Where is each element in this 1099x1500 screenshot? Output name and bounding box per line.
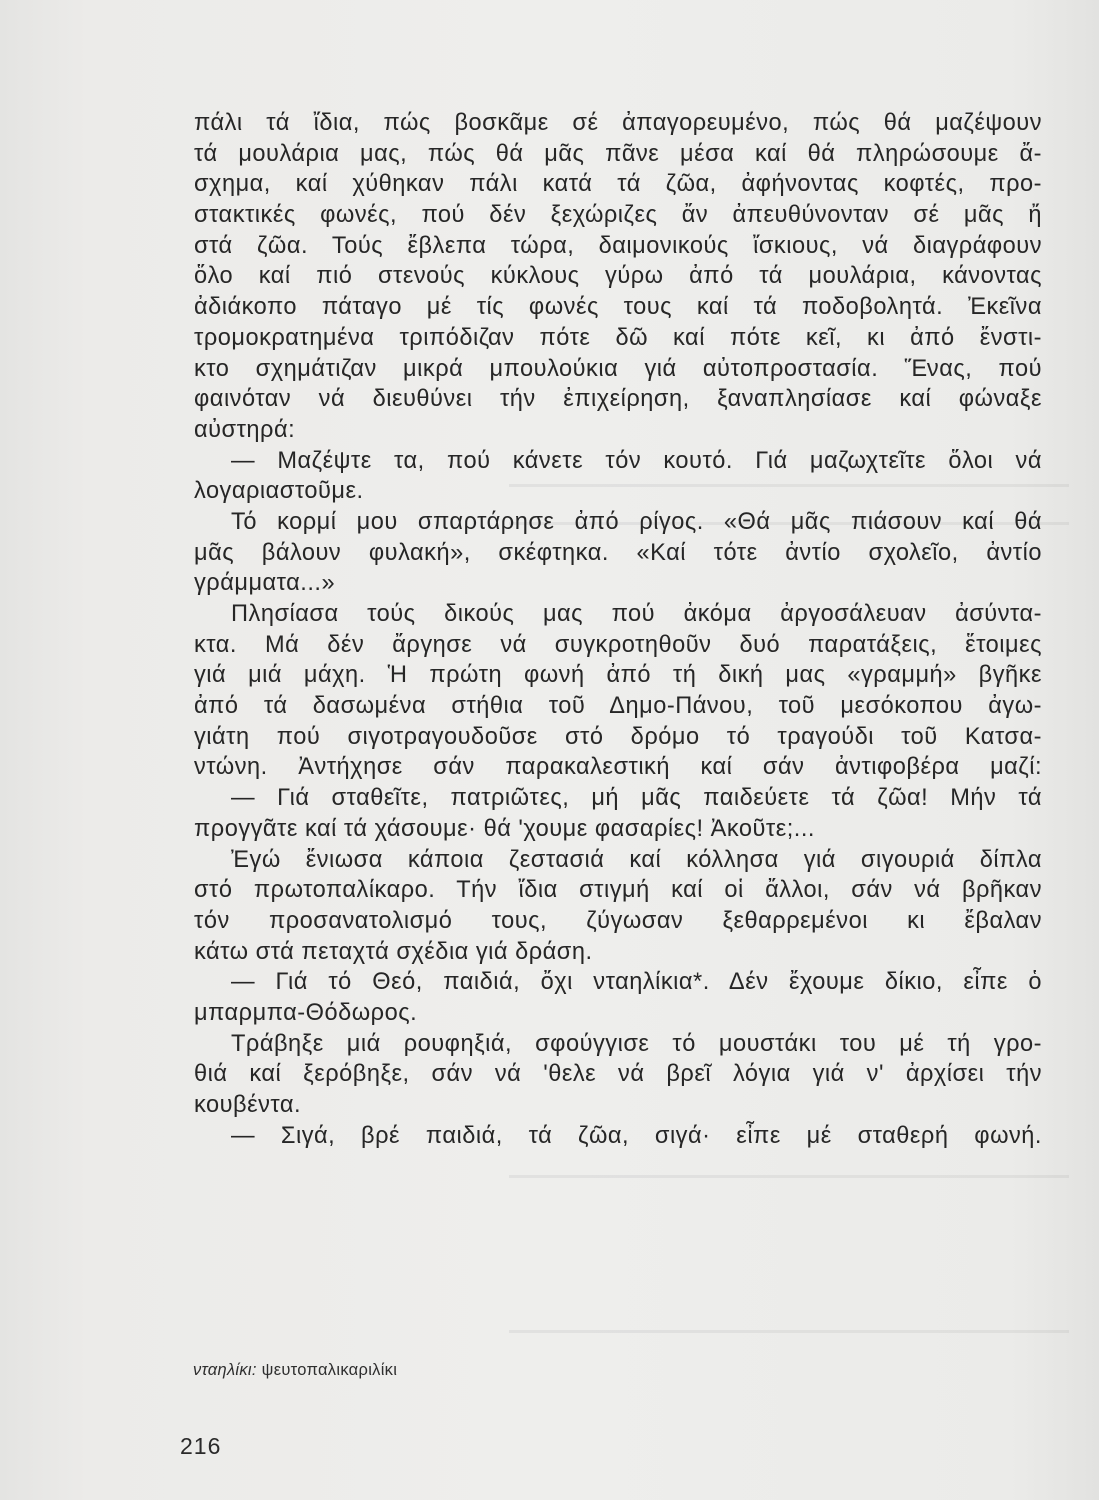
text-line: στό πρωτοπαλίκαρο. Τήν ἴδια στιγμή καί οἱ ἄλλοι, σάν νά βρῆκαν <box>194 877 1042 904</box>
text-line: τρομοκρατημένα τριπόδιζαν πότε δῶ καί πότε κεῖ, κι ἀπό ἔνστι- <box>194 324 1042 351</box>
text-line: τά μουλάρια μας, πώς θά μᾶς πᾶνε μέσα καί θά πληρώσουμε ἄ- <box>194 140 1042 167</box>
text-line: λογαριαστοῦμε. <box>194 478 364 505</box>
text-line: προγγᾶτε καί τά χάσουμε· θά 'χουμε φασαρίες! Ἀκοῦτε;... <box>194 815 815 842</box>
text-line: τόν προσανατολισμό τους, ζύγωσαν ξεθαρρεμένοι κι ἔβαλαν <box>194 907 1042 934</box>
page-number: 216 <box>180 1433 222 1459</box>
text-line: κτο σχημάτιζαν μικρά μπουλούκια γιά αὐτοπροστασία. Ἕνας, πού <box>194 355 1042 382</box>
dialogue-line: — Γιά τό Θεό, παιδιά, ὄχι νταηλίκια*. Δέν ἔχουμε δίκιο, εἶπε ὁ <box>231 969 1042 996</box>
footnote-definition: ψευτοπαλικαριλίκι <box>261 1361 398 1379</box>
text-line: πάλι τά ἴδια, πώς βοσκᾶμε σέ ἀπαγορευμένο, πώς θά μαζέψουν <box>194 110 1042 136</box>
text-line: θιά καί ξερόβηξε, σάν νά 'θελε νά βρεῖ λόγια γιά ν' ἀρχίσει τήν <box>194 1061 1042 1088</box>
text-line: αὐστηρά: <box>194 416 296 443</box>
text-line: γράμματα...» <box>194 570 336 597</box>
text-line: σχημα, καί χύθηκαν πάλι κατά τά ζῶα, ἀφήνοντας κοφτές, προ- <box>194 171 1042 198</box>
text-line: κάτω στά πεταχτά σχέδια γιά δράση. <box>194 938 593 965</box>
text-line: ἀδιάκοπο πάταγο μέ τίς φωνές τους καί τά ποδοβολητά. Ἐκεῖνα <box>194 294 1042 321</box>
text-line: γιά μιά μάχη. Ἡ πρώτη φωνή ἀπό τή δική μας «γραμμή» βγῆκε <box>194 662 1042 689</box>
text-line: ἀπό τά δασωμένα στήθια τοῦ Δημο-Πάνου, τοῦ μεσόκοπου ἀγω- <box>194 693 1042 720</box>
dialogue-line: — Σιγά, βρέ παιδιά, τά ζῶα, σιγά· εἶπε μέ σταθερή φωνή. <box>231 1122 1042 1149</box>
footnote <box>193 1361 397 1380</box>
paragraph-start-line: Ἐγώ ἔνιωσα κάποια ζεστασιά καί κόλλησα γιά σιγουριά δίπλα <box>231 846 1042 873</box>
text-line: γιάτη πού σιγοτραγουδοῦσε στό δρόμο τό τραγούδι τοῦ Κατσα- <box>194 723 1042 750</box>
text-line: φαινόταν νά διευθύνει τήν ἐπιχείρηση, ξαναπλησίασε καί φώναξε <box>194 386 1042 413</box>
paragraph-start-line: Τό κορμί μου σπαρτάρησε ἀπό ρίγος. «Θά μᾶς πιάσουν καί θά <box>231 508 1042 535</box>
show-through-mark <box>509 1330 1069 1333</box>
text-line: κτα. Μά δέν ἄργησε νά συγκροτηθοῦν δυό παρατάξεις, ἕτοιμες <box>194 631 1042 658</box>
text-line: ντώνη. Ἀντήχησε σάν παρακαλεστική καί σάν ἀντιφοβέρα μαζί: <box>194 754 1042 781</box>
text-line: μᾶς βάλουν φυλακή», σκέφτηκα. «Καί τότε ἀντίο σχολεῖο, ἀντίο <box>194 539 1042 566</box>
dialogue-line: — Γιά σταθεῖτε, πατριῶτες, μή μᾶς παιδεύετε τά ζῶα! Μήν τά <box>231 785 1042 812</box>
paragraph-start-line: Πλησίασα τούς δικούς μας πού ἀκόμα ἀργοσάλευαν ἀσύντα- <box>231 601 1042 627</box>
text-line: κουβέντα. <box>194 1092 302 1118</box>
text-line: ὅλο καί πιό στενούς κύκλους γύρω ἀπό τά μουλάρια, κάνοντας <box>194 263 1042 290</box>
paragraph-start-line: Τράβηξε μιά ρουφηξιά, σφούγγισε τό μουστάκι του μέ τή γρο- <box>231 1030 1042 1057</box>
body-text <box>194 108 1042 1151</box>
text-line: στακτικές φωνές, πού δέν ξεχώριζες ἄν ἀπευθύνονταν σέ μᾶς ἤ <box>194 202 1042 229</box>
dialogue-line: — Μαζέψτε τα, πού κάνετε τόν κουτό. Γιά μαζωχτεῖτε ὅλοι νά <box>231 447 1042 474</box>
text-line: στά ζῶα. Τούς ἔβλεπα τώρα, δαιμονικούς ἴσκιους, νά διαγράφουν <box>194 232 1042 259</box>
footnote-term: νταηλίκι: <box>193 1361 257 1379</box>
show-through-mark <box>509 1175 1069 1178</box>
text-line: μπαρμπα-Θόδωρος. <box>194 999 418 1026</box>
